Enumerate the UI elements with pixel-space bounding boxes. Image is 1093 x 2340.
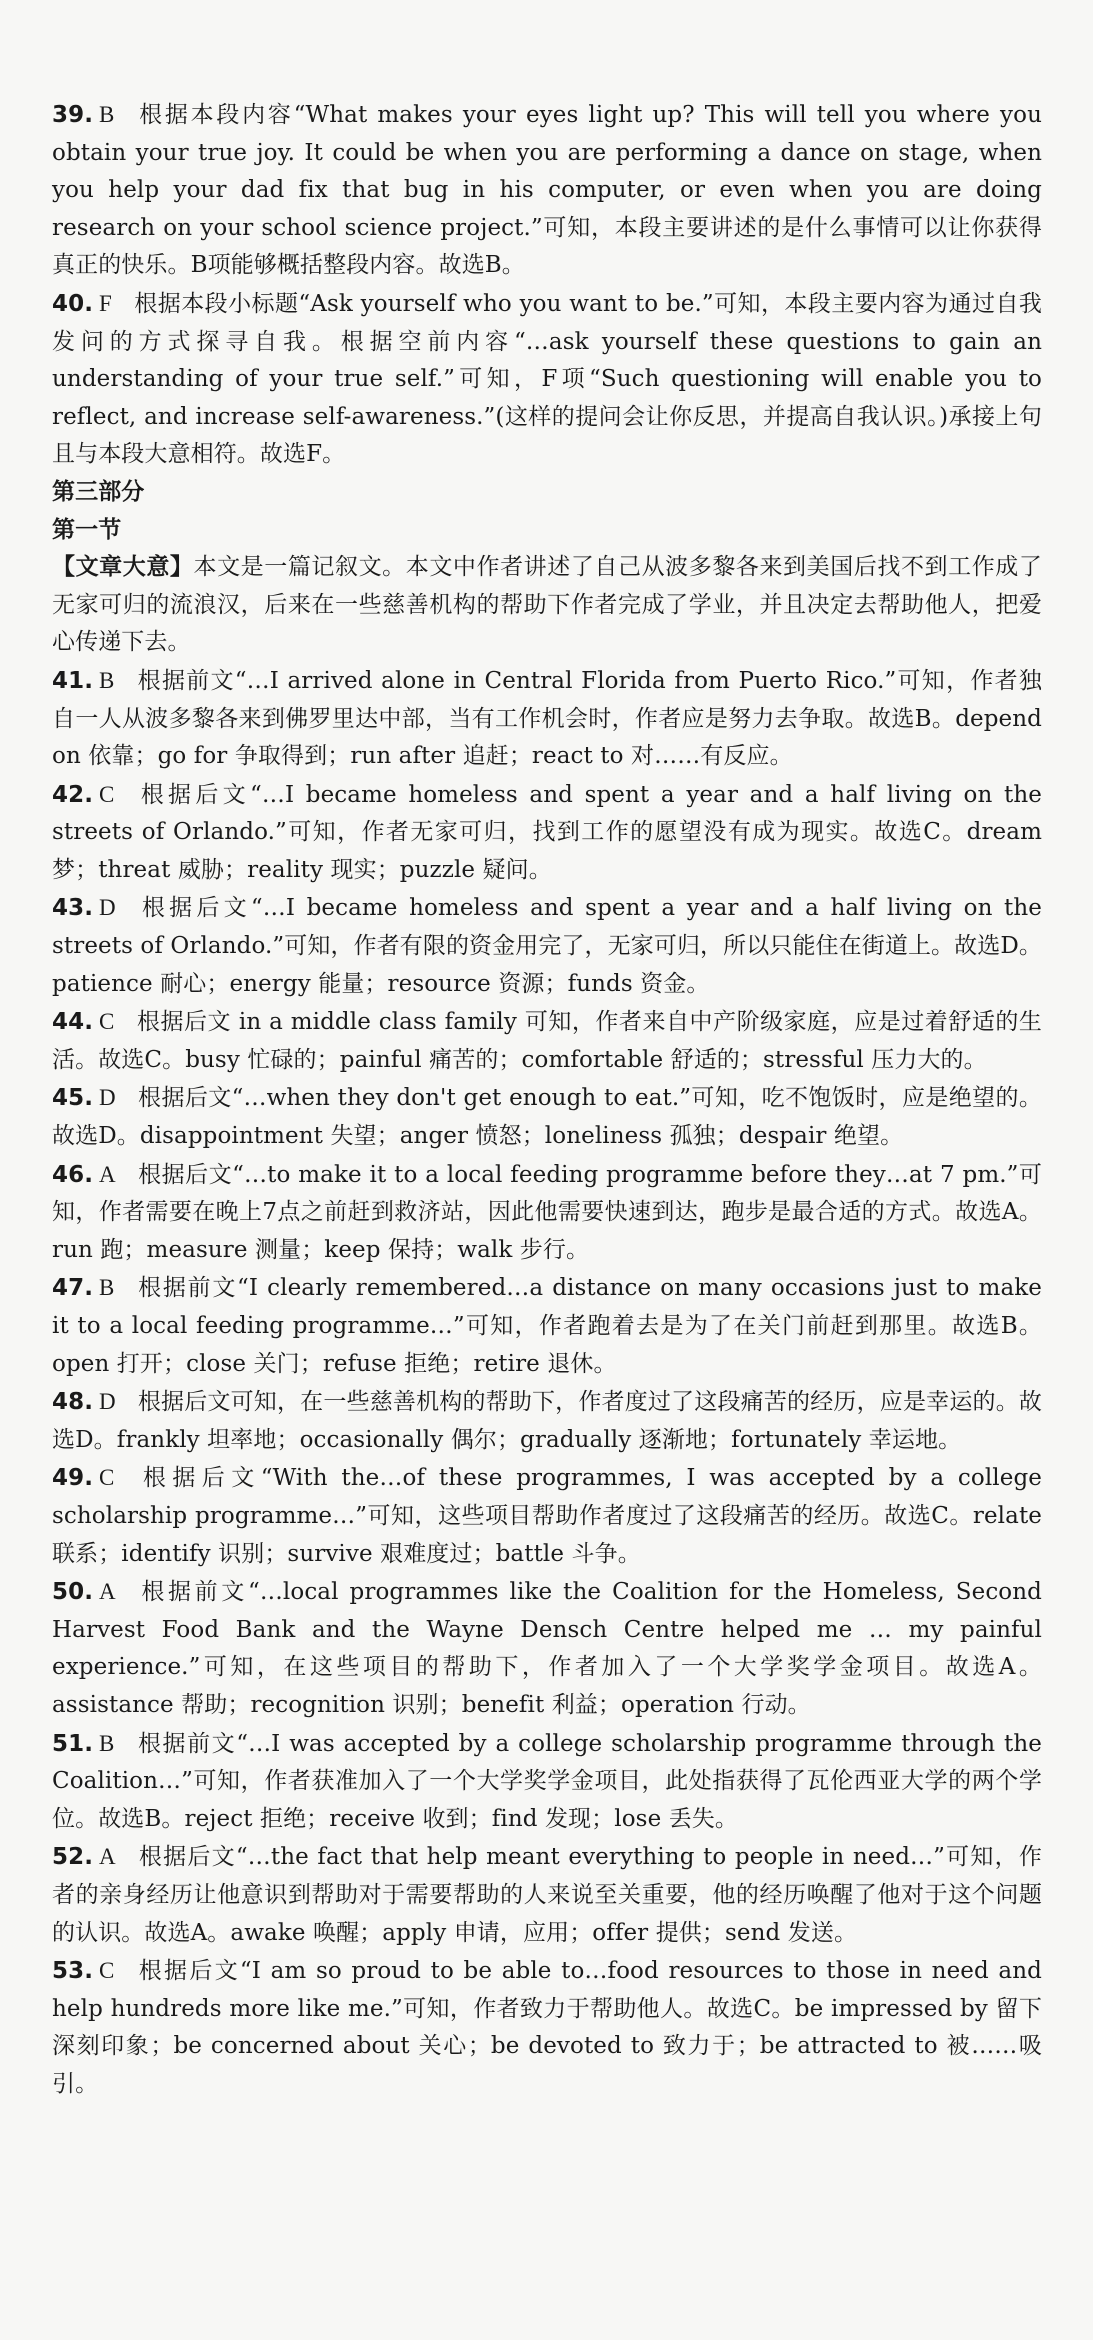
item-answer: F xyxy=(99,290,112,316)
article-summary xyxy=(52,549,1042,662)
item-answer: A xyxy=(99,1161,116,1187)
item-answer: D xyxy=(99,1085,116,1111)
answer-item-50 xyxy=(52,1573,1042,1724)
item-number: 45. xyxy=(52,1085,94,1112)
item-number: 49. xyxy=(52,1465,94,1492)
answer-key-page xyxy=(52,96,1042,2103)
item-answer: C xyxy=(99,1009,115,1035)
item-number: 52. xyxy=(52,1844,94,1871)
item-explanation: 根据前文“…I arrived alone in Central Florida from Puerto Rico.”可知，作者独自一人从波多黎各来到佛罗里达中部，当有工作机会时，作者应是努力去争取。故选B。depend on 依靠；go for 争取得到；run after 追赶；react to 对……有反应。 xyxy=(52,667,1042,770)
item-number: 47. xyxy=(52,1275,94,1302)
answer-item-44 xyxy=(52,1003,1042,1079)
item-answer: D xyxy=(99,1389,116,1415)
item-answer: C xyxy=(99,781,115,807)
item-answer: C xyxy=(99,1958,115,1984)
answer-item-40 xyxy=(52,285,1042,474)
answer-item-45 xyxy=(52,1079,1042,1155)
item-answer: B xyxy=(99,102,115,127)
answer-item-46 xyxy=(52,1156,1042,1270)
item-explanation: 根据前文“I clearly remembered…a distance on many occasions just to make it to a local feeding programme…”可知，作者跑着去是为了在关门前赶到那里。故选B。open 打开；close 关门；refuse 拒绝；retire 退休。 xyxy=(52,1275,1042,1377)
summary-text: 本文是一篇记叙文。本文中作者讲述了自己从波多黎各来到美国后找不到工作成了无家可归的流浪汉，后来在一些慈善机构的帮助下作者完成了学业，并且决定去帮助他人，把爱心传递下去。 xyxy=(52,554,1042,656)
item-explanation: 根据后文“…when they don't get enough to eat.”可知，吃不饱饭时，应是绝望的。故选D。disappointment 失望；anger 愤怒；loneliness 孤独；despair 绝望。 xyxy=(52,1085,1042,1150)
summary-tag: 【文章大意】 xyxy=(52,554,194,581)
item-number: 53. xyxy=(52,1958,94,1985)
item-explanation: 根据本段内容“What makes your eyes light up? This will tell you where you obtain your true joy. It could be when you are performing a dance on stage, when you help your dad fix that bug in his computer, or even when you are doing research on your school science project.”可知，本段主要讲述的是什么事情可以让你获得真正的快乐。B项能够概括整段内容。故选B。 xyxy=(52,102,1042,279)
item-explanation: 根据后文“I am so proud to be able to…food resources to those in need and help hundreds more like me.”可知，作者致力于帮助他人。故选C。be impressed by 留下深刻印象；be concerned about 关心；be devoted to 致力于；be attracted to 被……吸引。 xyxy=(52,1958,1042,2097)
answer-item-47 xyxy=(52,1269,1042,1383)
subpart-heading: 第一节 xyxy=(52,516,122,543)
item-number: 44. xyxy=(52,1009,94,1036)
item-answer: A xyxy=(99,1844,116,1870)
item-answer: B xyxy=(99,667,115,693)
item-number: 43. xyxy=(52,895,94,922)
item-explanation: 根据后文“…to make it to a local feeding programme before they…at 7 pm.”可知，作者需要在晚上7点之前赶到救济站，因此他需要快速到达，跑步是最合适的方式。故选A。run 跑；measure 测量；keep 保持；walk 步行。 xyxy=(52,1161,1042,1263)
item-answer: B xyxy=(99,1275,115,1301)
item-number: 51. xyxy=(52,1730,94,1757)
answer-item-48 xyxy=(52,1383,1042,1459)
answer-item-51 xyxy=(52,1725,1042,1839)
item-explanation: 根据后文“…I became homeless and spent a year and a half living on the streets of Orlando.”可知，作者有限的资金用完了，无家可归，所以只能住在街道上。故选D。patience 耐心；energy 能量；resource 资源；funds 资金。 xyxy=(52,895,1042,997)
part-heading: 第三部分 xyxy=(52,478,145,505)
item-explanation: 根据本段小标题“Ask yourself who you want to be.”可知，本段主要内容为通过自我发问的方式探寻自我。根据空前内容“…ask yourself these questions to gain an understanding of your true self.”可知，F项“Such questioning will enable you to reflect, and increase self-awareness.”(这样的提问会让你反思，并提高自我认识。)承接上句且与本段大意相符。故选F。 xyxy=(52,290,1042,468)
item-number: 48. xyxy=(52,1389,94,1416)
item-answer: B xyxy=(99,1730,115,1756)
answer-item-39 xyxy=(52,96,1042,285)
item-answer: C xyxy=(99,1465,115,1491)
item-number: 39. xyxy=(52,102,94,128)
item-number: 40. xyxy=(52,290,94,317)
answer-item-43 xyxy=(52,889,1042,1003)
item-explanation: 根据后文 in a middle class family 可知，作者来自中产阶级家庭，应是过着舒适的生活。故选C。busy 忙碌的；painful 痛苦的；comfortable 舒适的；stressful 压力大的。 xyxy=(52,1009,1042,1073)
item-answer: D xyxy=(99,895,116,921)
answer-item-41 xyxy=(52,662,1042,776)
item-number: 50. xyxy=(52,1579,94,1606)
item-number: 42. xyxy=(52,781,94,808)
answer-item-42 xyxy=(52,776,1042,890)
item-explanation: 根据后文“…the fact that help meant everything to people in need…”可知，作者的亲身经历让他意识到帮助对于需要帮助的人来说至关重要，他的经历唤醒了他对于这个问题的认识。故选A。awake 唤醒；apply 申请，应用；offer 提供；send 发送。 xyxy=(52,1844,1042,1946)
item-number: 41. xyxy=(52,667,94,694)
item-explanation: 根据后文“…I became homeless and spent a year and a half living on the streets of Orlando.”可知，作者无家可归，找到工作的愿望没有成为现实。故选C。dream 梦；threat 威胁；reality 现实；puzzle 疑问。 xyxy=(52,781,1042,883)
answer-item-49 xyxy=(52,1459,1042,1573)
item-explanation: 根据后文“With the…of these programmes, I was accepted by a college scholarship programme…”可知，这些项目帮助作者度过了这段痛苦的经历。故选C。relate 联系；identify 识别；survive 艰难度过；battle 斗争。 xyxy=(52,1465,1042,1567)
item-explanation: 根据前文“…I was accepted by a college scholarship programme through the Coalition…”可知，作者获准加入了一个大学奖学金项目，此处指获得了瓦伦西亚大学的两个学位。故选B。reject 拒绝；receive 收到；find 发现；lose 丢失。 xyxy=(52,1730,1042,1832)
item-explanation: 根据前文“…local programmes like the Coalition for the Homeless, Second Harvest Food Bank and the Wayne Densch Centre helped me … my painful experience.”可知，在这些项目的帮助下，作者加入了一个大学奖学金项目。故选A。assistance 帮助；recognition 识别；benefit 利益；operation 行动。 xyxy=(52,1579,1042,1718)
item-explanation: 根据后文可知，在一些慈善机构的帮助下，作者度过了这段痛苦的经历，应是幸运的。故选D。frankly 坦率地；occasionally 偶尔；gradually 逐渐地；fortunately 幸运地。 xyxy=(52,1389,1042,1453)
answer-item-53 xyxy=(52,1952,1042,2103)
answer-item-52 xyxy=(52,1838,1042,1952)
item-number: 46. xyxy=(52,1161,94,1188)
item-answer: A xyxy=(99,1579,116,1605)
